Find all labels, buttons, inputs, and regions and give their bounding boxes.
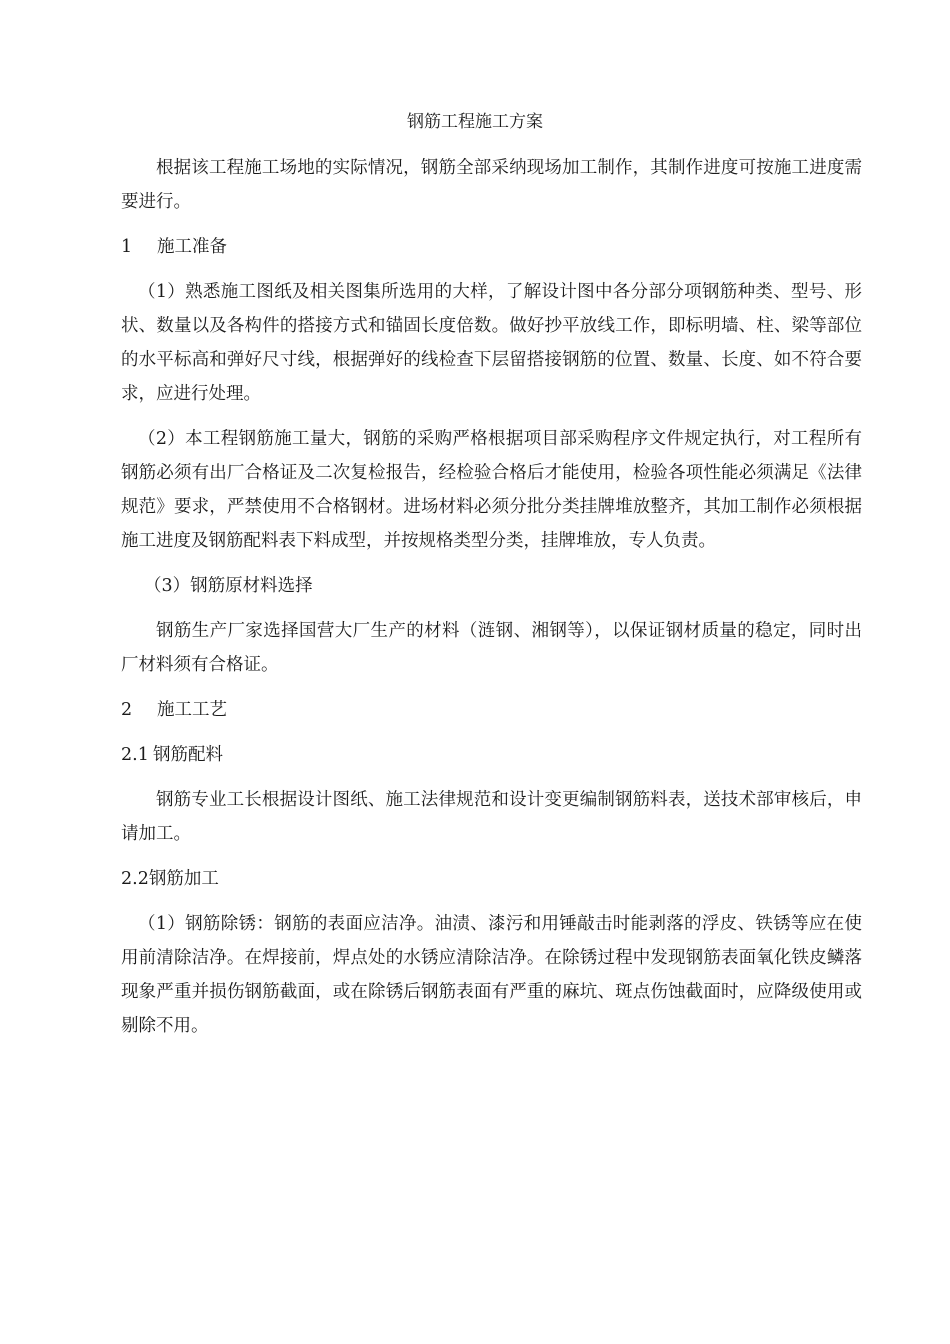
section-2-1-title: 钢筋配料 bbox=[153, 745, 223, 765]
section-2-heading bbox=[121, 693, 862, 727]
document-body bbox=[121, 151, 862, 1054]
section-2-1-heading bbox=[121, 738, 862, 772]
section-2-number: 2 bbox=[121, 700, 133, 720]
intro-paragraph: 根据该工程施工场地的实际情况，钢筋全部采纳现场加工制作，其制作进度可按施工进度需要进行。 bbox=[121, 158, 862, 212]
section-2-1-paragraph: 钢筋专业工长根据设计图纸、施工法律规范和设计变更编制钢筋料表，送技术部审核后，申请加工。 bbox=[121, 790, 862, 844]
section-2-1-number: 2.1 bbox=[121, 745, 149, 765]
section-1-paragraph-3: 钢筋生产厂家选择国营大厂生产的材料（涟钢、湘钢等），以保证钢材质量的稳定，同时出厂材料须有合格证。 bbox=[121, 621, 862, 675]
section-1-heading bbox=[121, 230, 862, 264]
section-2-2-heading: 2.2钢筋加工 bbox=[121, 869, 219, 889]
section-1-subheading-3: （3）钢筋原材料选择 bbox=[144, 576, 313, 596]
document-title: 钢筋工程施工方案 bbox=[407, 112, 543, 132]
section-1-paragraph-1: （1）熟悉施工图纸及相关图集所选用的大样，了解设计图中各分部分项钢筋种类、型号、形状、数量以及各构件的搭接方式和锚固长度倍数。做好抄平放线工作，即标明墙、柱、梁等部位的水平标高和弹好尺寸线，根据弹好的线检查下层留搭接钢筋的位置、数量、长度、如不符合要求，应进行处理。 bbox=[121, 282, 862, 404]
section-1-number: 1 bbox=[121, 237, 133, 257]
section-2-title: 施工工艺 bbox=[157, 700, 227, 720]
section-1-title: 施工准备 bbox=[157, 237, 227, 257]
section-1-paragraph-2: （2）本工程钢筋施工量大，钢筋的采购严格根据项目部采购程序文件规定执行，对工程所有钢筋必须有出厂合格证及二次复检报告，经检验合格后才能使用，检验各项性能必须满足《法律规范》要求，严禁使用不合格钢材。进场材料必须分批分类挂牌堆放整齐，其加工制作必须根据施工进度及钢筋配料表下料成型，并按规格类型分类，挂牌堆放，专人负责。 bbox=[121, 429, 862, 551]
section-2-2-paragraph-1: （1）钢筋除锈：钢筋的表面应洁净。油渍、漆污和用锤敲击时能剥落的浮皮、铁锈等应在使用前清除洁净。在焊接前，焊点处的水锈应清除洁净。在除锈过程中发现钢筋表面氧化铁皮鳞落现象严重并损伤钢筋截面，或在除锈后钢筋表面有严重的麻坑、斑点伤蚀截面时，应降级使用或剔除不用。 bbox=[121, 914, 862, 1036]
